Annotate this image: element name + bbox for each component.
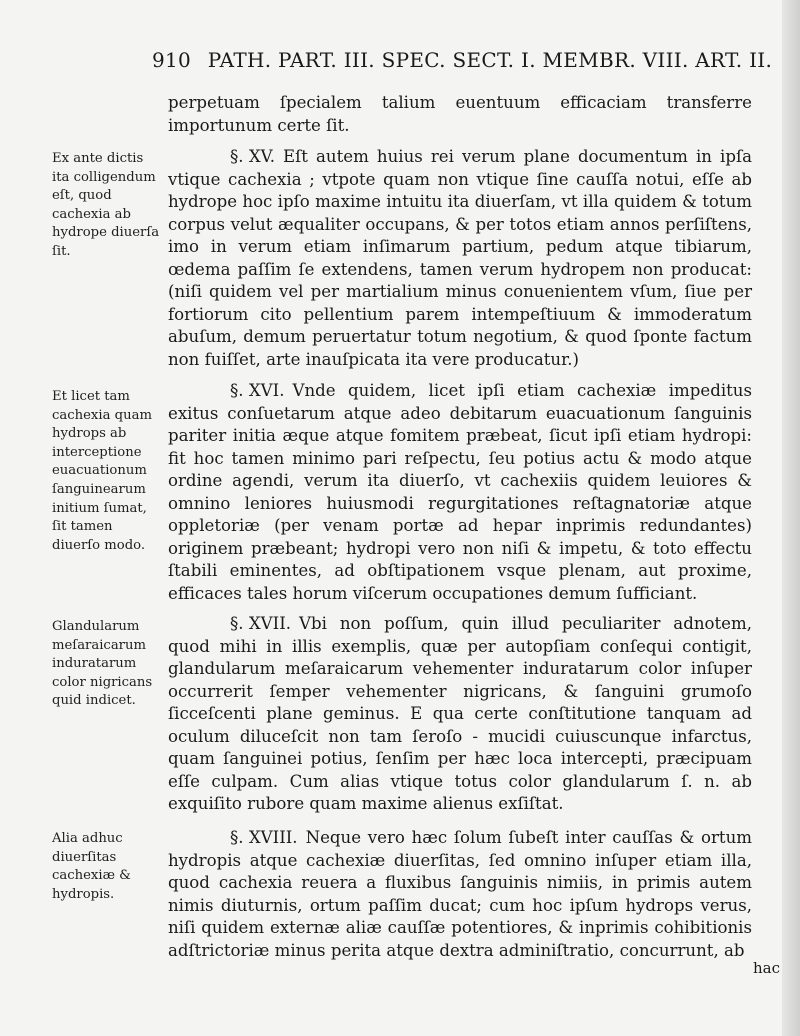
section-text: Neque vero hæc ſolum ſubeſt inter cauſſas & ortum hydropis atque cachexiæ diuerſitas, ſed omnino inſuper etiam illa, quod cachexia reuera a fluxibus ſanguinis nimiis, in primis autem nimis diuturnis, ortum paſſim ducat; cum hoc ipſum hydrops verus, niſi quidem externæ aliæ cauſſæ potentiores, & inprimis cohibitionis adſtrictoriæ minus perita atque dextra adminiſtratio, concurrunt, ab xyxy=(168,828,752,960)
section-text: Vbi non poſſum, quin illud peculiariter adnotem, quod mihi in illis exemplis, quæ per autopſiam conſequi contigit, glandularum meſaraicarum vehementer induratarum color inſuper occurrerit ſemper vehementer nigricans, & ſanguini grumoſo ſicceſcenti plane geminus. E qua certe conſtitutione tanquam ad oculum diluceſcit non tam ſeroſo - mucidi cuiuscunque infarctus, quam ſanguinei potius, ſenſim per hæc loca intercepti, præcipuam eſſe culpam. Cum alias vtique totus color glandularum ſ. n. ab exquiſito rubore quam maxime alienus exſiſtat. xyxy=(168,614,752,813)
section-number: §. XVIII. xyxy=(230,828,298,847)
margin-note-17: Glandularum meſaraicarum induratarum color nigricans quid indicet. xyxy=(52,619,153,709)
section-text: Eſt autem huius rei verum plane documentum in ipſa vtique cachexia ; vtpote quam non vtique ſine cauſſa notui, eſſe ab hydrope hoc ipſo maxime intuitu ita diuerſam, vt illa quidem & totum corpus velut æqualiter occupans, & per totos etiam annos perſiſtens, imo in verum etiam inſimarum partium, pedum atque tibiarum, œdema paſſim ſe extendens, tamen verum hydropem non producat: (niſi quidem vel per martialium minus conuenientem vſum, ſiue per fortiorum cito pellentium parem intempeſtiuum & immoderatum abuſum, demum peruertatur totum negotium, & quod ſponte factum non fuiſſet, arte inauſpicata ita vere producatur.) xyxy=(168,147,752,369)
margin-note-18: Alia adhuc diuerſitas cachexiæ & hydropis. xyxy=(52,831,131,902)
running-title: PATH. PART. III. SPEC. SECT. I. MEMBR. VIII. ART. II. xyxy=(207,48,773,72)
section-18 xyxy=(168,827,752,962)
continuation-text: perpetuam ſpecialem talium euentuum efficaciam transferre importunum certe ſit. xyxy=(168,93,752,135)
margin-note-15: Ex ante dictis ita colligendum eſt, quod cachexia ab hydrope diuerſa ſit. xyxy=(52,151,160,259)
section-number: §. XVII. xyxy=(230,614,292,633)
section-number: §. XV. xyxy=(230,147,276,166)
running-head xyxy=(152,48,772,72)
section-17 xyxy=(168,613,752,816)
section-16 xyxy=(168,380,752,605)
continuation-block xyxy=(168,92,752,145)
section-number: §. XVI. xyxy=(230,381,285,400)
margin-note-16: Et licet tam cachexia quam hydrops ab interceptione euacuationum ſanguinearum initium ſumat, ſit tamen diuerſo modo. xyxy=(52,389,152,553)
section-text: Vnde quidem, licet ipſi etiam cachexiæ impeditus exitus conſuetarum atque adeo debitarum euacuationum ſanguinis pariter initia æque atque fomitem præbeat, ſicut ipſi etiam hydropi: fit hoc tamen minimo pari reſpectu, ſeu potius actu & modo atque ordine agendi, verum ita diuerſo, vt cachexiis quidem leuiores & omnino leniores huiusmodi regurgitationes reſtagnatoriæ atque oppletoriæ (per venam portæ ad hepar inprimis redundantes) originem præbeant; hydropi vero non niſi & impetu, & toto effectu ſtabili eminentes, ad obſtipationem vsque plenam, aut proxime, efficaces tales horum viſcerum occupationes demum ſufficiant. xyxy=(168,381,752,603)
catchword: hac xyxy=(752,959,780,977)
section-15 xyxy=(168,146,752,371)
page-number: 910 xyxy=(152,48,192,72)
page-edge xyxy=(782,0,800,1036)
